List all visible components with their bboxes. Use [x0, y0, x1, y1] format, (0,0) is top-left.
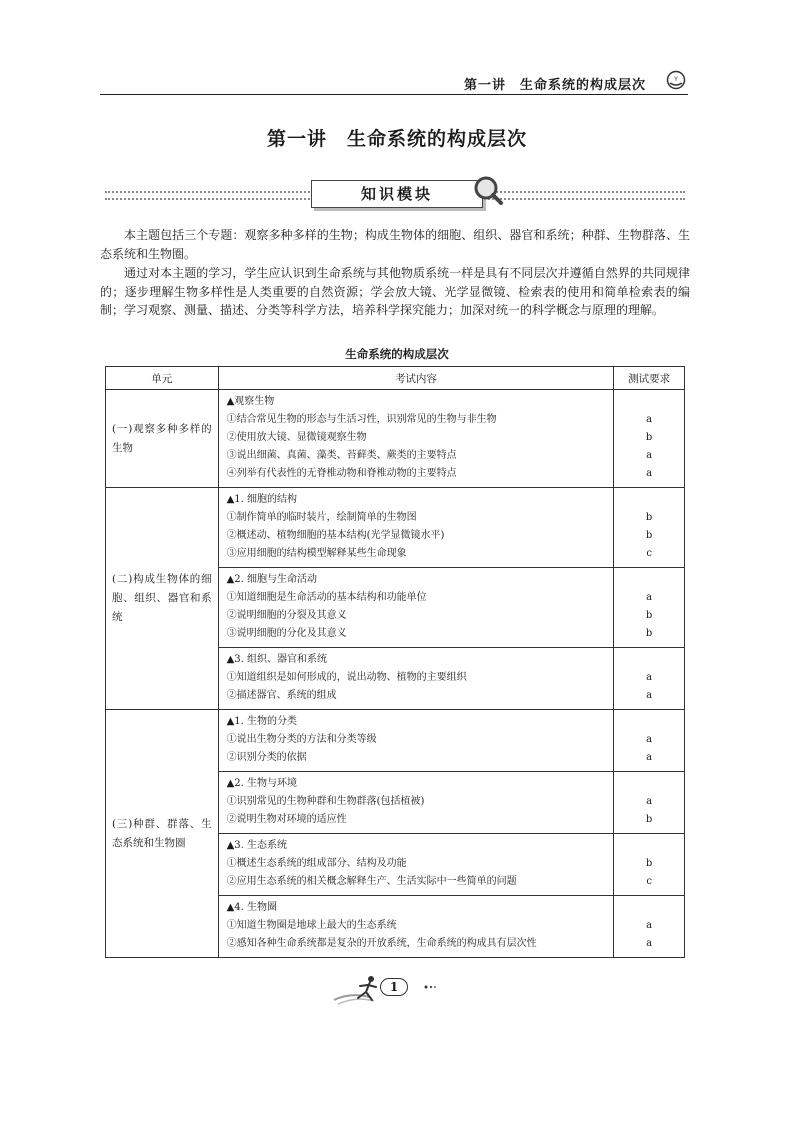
- requirement-level: a: [646, 414, 653, 425]
- content-item: ①结合常见生物的形态与生活习性，识别常见的生物与非生物: [226, 414, 497, 425]
- content-item: ①识别常见的生物种群和生物群落(包括植被): [226, 796, 425, 807]
- content-item: ①知道组织是如何形成的，说出动物、植物的主要组织: [226, 672, 467, 683]
- content-item: ②说明细胞的分裂及其意义: [226, 610, 347, 621]
- section-title: ▲观察生物: [226, 396, 275, 407]
- requirement-level: a: [646, 938, 653, 949]
- requirement-cell: [614, 896, 685, 958]
- header-emblem-icon: [666, 70, 686, 90]
- header-title: 第一讲 生命系统的构成层次: [463, 78, 646, 93]
- page-footer: [330, 970, 460, 1010]
- requirement-level: b: [645, 432, 653, 443]
- content-item: ③说明细胞的分化及其意义: [226, 628, 347, 639]
- content-item: ①知道生物圈是地球上最大的生态系统: [226, 920, 397, 931]
- section-title: ▲2. 细胞与生命活动: [226, 574, 318, 585]
- section-title: ▲1. 细胞的结构: [226, 494, 298, 505]
- content-item: ①说出生物分类的方法和分类等级: [226, 734, 377, 745]
- table-row: [106, 710, 685, 772]
- exam-content: [218, 488, 614, 568]
- content-item: ②说明生物对环境的适应性: [226, 814, 347, 825]
- table-header-row: [106, 367, 685, 390]
- content-item: ②使用放大镜、显微镜观察生物: [226, 432, 367, 443]
- knowledge-module-banner: [105, 178, 685, 210]
- section-title: ▲2. 生物与环境: [226, 778, 298, 789]
- header-requirement: 测试要求: [614, 367, 685, 390]
- unit-name: (二)构成生物体的细胞、组织、器官和系统: [106, 488, 219, 710]
- page-title: 第一讲 生命系统的构成层次: [266, 128, 527, 150]
- requirement-level: a: [646, 468, 653, 479]
- magnifier-icon: [471, 174, 505, 208]
- requirement-level: a: [646, 734, 653, 745]
- exam-content: [218, 896, 614, 958]
- requirement-level: c: [646, 876, 652, 887]
- requirement-cell: [614, 390, 685, 488]
- svg-text:Y: Y: [674, 76, 678, 83]
- requirement-level: b: [645, 512, 653, 523]
- exam-content: [218, 648, 614, 710]
- page-number: 1: [380, 978, 408, 996]
- table-row: [106, 390, 685, 488]
- requirement-level: b: [645, 610, 653, 621]
- table-row: [106, 488, 685, 568]
- requirement-level: a: [646, 592, 653, 603]
- content-item: ①知道细胞是生命活动的基本结构和功能单位: [226, 592, 427, 603]
- content-item: ②识别分类的依据: [226, 752, 307, 763]
- exam-content: [218, 390, 614, 488]
- content-item: ②描述器官、系统的组成: [226, 690, 337, 701]
- requirement-level: a: [646, 796, 653, 807]
- exam-content: [218, 710, 614, 772]
- requirement-cell: [614, 834, 685, 896]
- requirement-level: a: [646, 690, 653, 701]
- curriculum-table: [105, 366, 685, 958]
- content-item: ①概述生态系统的组成部分、结构及功能: [226, 858, 407, 869]
- exam-content: [218, 568, 614, 648]
- exam-content: [218, 834, 614, 896]
- content-item: ②概述动、植物细胞的基本结构(光学显微镜水平): [226, 530, 445, 541]
- requirement-cell: [614, 710, 685, 772]
- requirement-cell: [614, 488, 685, 568]
- content-item: ③说出细菌、真菌、藻类、苔藓类、蕨类的主要特点: [226, 450, 457, 461]
- requirement-level: a: [646, 752, 653, 763]
- requirement-level: a: [646, 672, 653, 683]
- requirement-cell: [614, 568, 685, 648]
- intro-paragraph-1: 本主题包括三个专题：观察多种多样的生物；构成生物体的细胞、组织、器官和系统；种群、生物群落、生态系统和生物圈。: [100, 228, 690, 261]
- intro-paragraph-2: 通过对本主题的学习，学生应认识到生命系统与其他物质系统一样是具有不同层次并遵循自然界的共同规律的；逐步理解生物多样性是人类重要的自然资源；学会放大镜、光学显微镜、检索表的使用和简单检索表的编制；学习观察、测量、描述、分类等科学方法，培养科学探究能力；加深对统一的科学概念与原理的理解。: [100, 266, 690, 317]
- requirement-level: b: [645, 858, 653, 869]
- requirement-level: b: [645, 530, 653, 541]
- unit-name: (一)观察多种多样的生物: [106, 390, 219, 488]
- section-title: ▲3. 生态系统: [226, 840, 288, 851]
- requirement-cell: [614, 648, 685, 710]
- table-body: [106, 390, 685, 958]
- table-caption: 生命系统的构成层次: [345, 347, 449, 361]
- header-unit: 单元: [106, 367, 219, 390]
- unit-name: (三)种群、群落、生态系统和生物圈: [106, 710, 219, 958]
- requirement-level: a: [646, 450, 653, 461]
- content-item: ②感知各种生命系统都是复杂的开放系统，生命系统的构成具有层次性: [226, 938, 537, 949]
- header-content: 考试内容: [218, 367, 614, 390]
- content-item: ①制作简单的临时装片，绘制简单的生物图: [226, 512, 417, 523]
- content-item: ③应用细胞的结构模型解释某些生命现象: [226, 548, 407, 559]
- requirement-level: c: [646, 548, 652, 559]
- content-item: ④列举有代表性的无脊椎动物和脊椎动物的主要特点: [226, 468, 457, 479]
- requirement-level: b: [645, 814, 653, 825]
- section-title: ▲3. 组织、器官和系统: [226, 654, 328, 665]
- content-item: ②应用生态系统的相关概念解释生产、生活实际中一些简单的问题: [226, 876, 517, 887]
- running-header: [100, 70, 688, 95]
- section-title: ▲1. 生物的分类: [226, 716, 298, 727]
- module-label: 知识模块: [311, 180, 483, 208]
- exam-content: [218, 772, 614, 834]
- section-title: ▲4. 生物圈: [226, 902, 278, 913]
- requirement-level: b: [645, 628, 653, 639]
- requirement-level: a: [646, 920, 653, 931]
- requirement-cell: [614, 772, 685, 834]
